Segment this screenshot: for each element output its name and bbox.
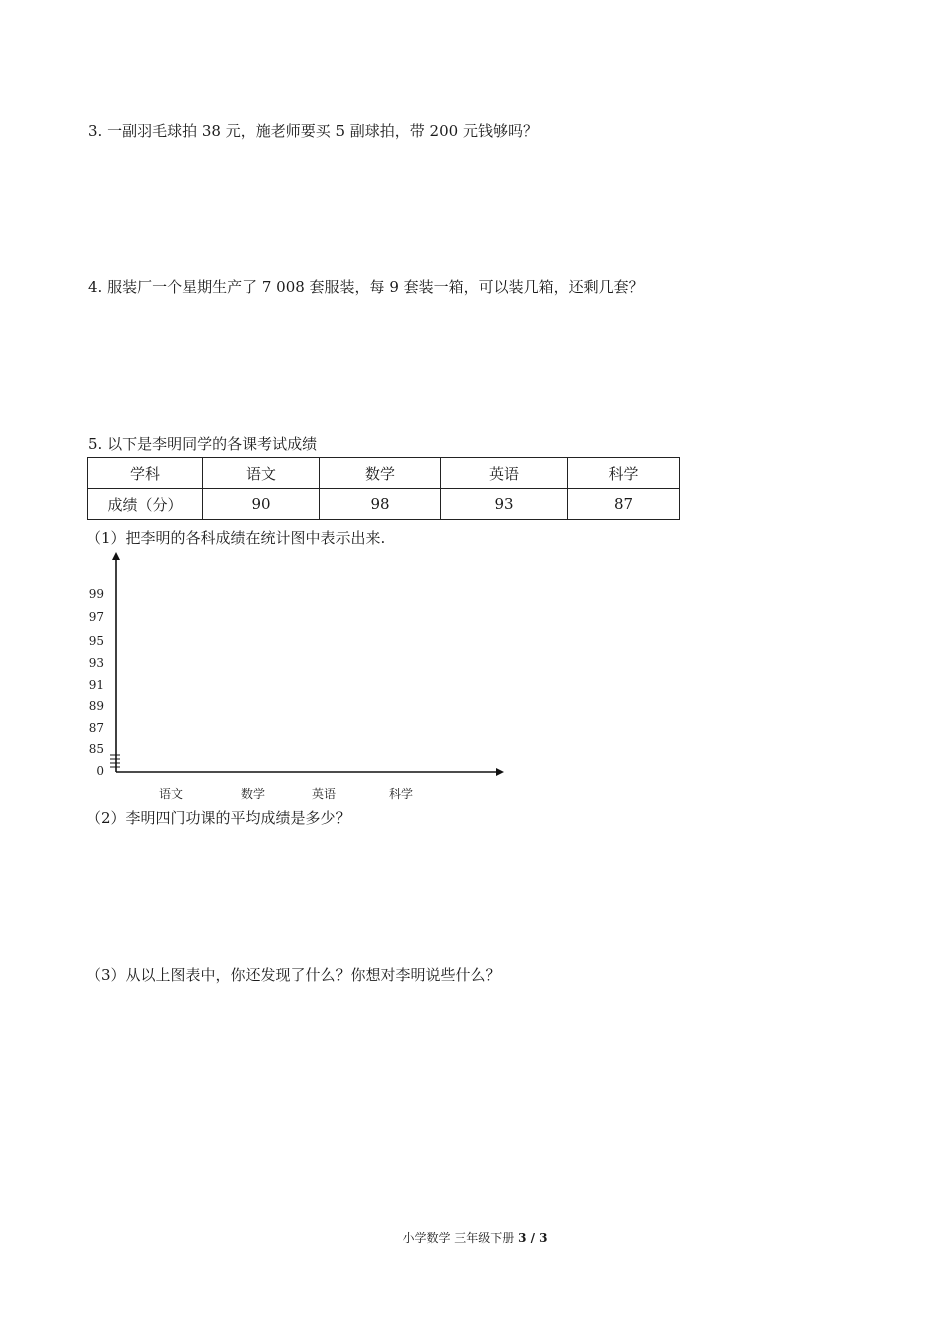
footer-text: 小学数学 三年级下册 bbox=[402, 1231, 519, 1245]
y-tick-label: 87 bbox=[88, 721, 104, 735]
table-cell: 93 bbox=[441, 489, 568, 520]
table-cell: 90 bbox=[203, 489, 320, 520]
y-tick-label: 97 bbox=[88, 610, 104, 624]
question-4: 4. 服装厂一个星期生产了 7 008 套服装，每 9 套装一箱，可以装几箱，还剩几套？ bbox=[88, 278, 644, 296]
page-footer bbox=[0, 1229, 950, 1246]
table-cell: 科学 bbox=[568, 458, 680, 489]
subquestion-1: （1）把李明的各科成绩在统计图中表示出来. bbox=[86, 529, 386, 547]
x-category-label: 语文 bbox=[158, 787, 184, 801]
y-tick-label: 89 bbox=[88, 699, 104, 713]
table-cell: 语文 bbox=[203, 458, 320, 489]
table-cell: 学科 bbox=[88, 458, 203, 489]
table-cell: 英语 bbox=[441, 458, 568, 489]
y-tick-label: 0 bbox=[96, 764, 104, 778]
y-tick-label: 93 bbox=[88, 656, 104, 670]
y-tick-label: 95 bbox=[88, 634, 104, 648]
y-tick-label: 91 bbox=[88, 678, 104, 692]
scores-table bbox=[87, 457, 680, 520]
x-category-label: 英语 bbox=[311, 787, 337, 801]
table-cell: 成绩（分） bbox=[88, 489, 203, 520]
x-category-label: 数学 bbox=[240, 787, 266, 801]
y-tick-label: 85 bbox=[88, 742, 104, 756]
table-cell: 98 bbox=[320, 489, 441, 520]
question-5: 5. 以下是李明同学的各课考试成绩 bbox=[88, 435, 318, 453]
table-cell: 87 bbox=[568, 489, 680, 520]
subquestion-2: （2）李明四门功课的平均成绩是多少？ bbox=[86, 809, 351, 827]
x-category-label: 科学 bbox=[388, 787, 414, 801]
subquestion-3: （3）从以上图表中，你还发现了什么？你想对李明说些什么？ bbox=[86, 966, 501, 984]
y-tick-label: 99 bbox=[88, 587, 104, 601]
question-3: 3. 一副羽毛球拍 38 元，施老师要买 5 副球拍，带 200 元钱够吗？ bbox=[88, 122, 538, 140]
blank-bar-chart bbox=[80, 548, 520, 806]
table-row bbox=[88, 489, 680, 520]
page-number: 3 / 3 bbox=[518, 1231, 548, 1245]
table-header-row bbox=[88, 458, 680, 489]
table-cell: 数学 bbox=[320, 458, 441, 489]
